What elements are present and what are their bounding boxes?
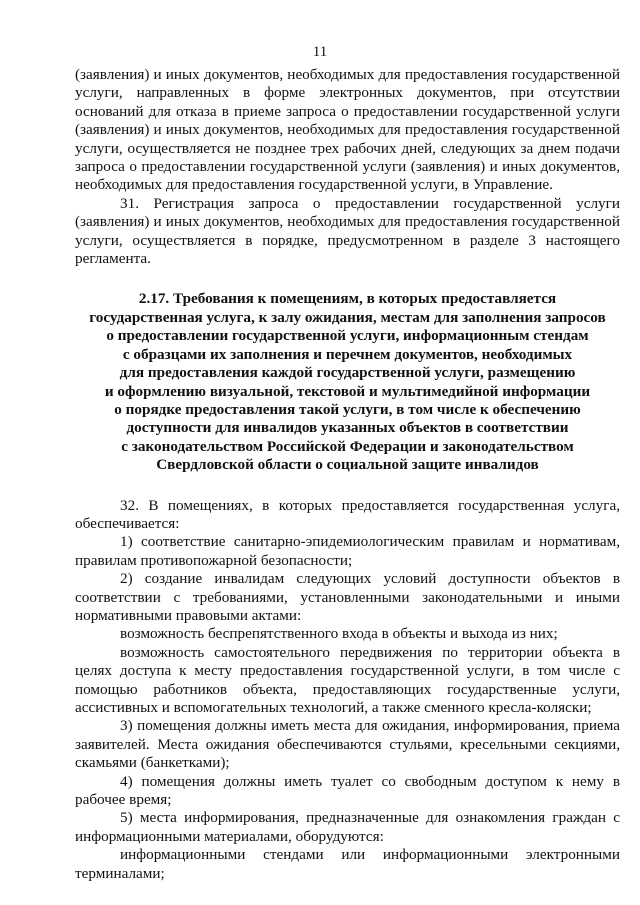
paragraph-32-item-4: 4) помещения должны иметь туалет со свободным доступом к нему в рабочее время; (75, 772, 620, 809)
heading-line: с законодательством Российской Федерации и законодательством (121, 437, 574, 455)
heading-line: о порядке предоставления такой услуги, в том числе к обеспечению (114, 400, 581, 418)
paragraph-32-intro: 32. В помещениях, в которых предоставляется государственная услуга, обеспечивается: (75, 496, 620, 532)
heading-line: с образцами их заполнения и перечнем документов, необходимых (122, 345, 573, 363)
heading-line: о предоставлении государственной услуги, информационным стендам (106, 327, 589, 345)
paragraph-32-item-2-sub-2: возможность самостоятельного передвижения по территории объекта в целях доступа к месту предоставления государственной услуги, в том числе с помощью работников объекта, предоставляющих государственные услуги, ассистивных и вспомогательных технологий, а также сменного кресла-коляски; (75, 643, 620, 716)
section-heading (75, 290, 620, 474)
heading-line: доступности для инвалидов указанных объектов в соответствии (126, 419, 569, 437)
paragraph-31: 31. Регистрация запроса о предоставлении государственной услуги (заявления) и иных документов, необходимых для предоставления государственной услуги, осуществляется в порядке, предусмотренном в разделе 3 настоящего регламента. (75, 194, 620, 268)
heading-line: Свердловской области о социальной защите инвалидов (156, 456, 539, 474)
intro-paragraph: (заявления) и иных документов, необходимых для предоставления государственной услуги, направленных в форме электронных документов, при отсутствии оснований для отказа в приеме запроса о предоставлении государственной услуги (заявления) и иных документов, необходимых для предоставления государственной услуги, осуществляется не позднее трех рабочих дней, следующих за днем подачи запроса о предоставлении государственной услуги (заявления) и иных документов, необходимых для предоставления государственной услуги, в Управление. (75, 66, 620, 194)
paragraph-32-item-5-sub-1: информационными стендами или информационными электронными терминалами; (75, 846, 620, 882)
paragraph-32-item-1: 1) соответствие санитарно-эпидемиологическим правилам и нормативам, правилам противопожарной безопасности; (75, 533, 620, 569)
paragraph-32-item-5: 5) места информирования, предназначенные для ознакомления граждан с информационными материалами, оборудуются: (75, 809, 620, 845)
page-number: 11 (312, 44, 328, 60)
heading-line: и оформлению визуальной, текстовой и мультимедийной информации (104, 382, 591, 400)
heading-line: 2.17. Требования к помещениям, в которых предоставляется (138, 290, 557, 308)
heading-line: для предоставления каждой государственной услуги, размещению (119, 364, 576, 382)
paragraph-32-item-2-sub-1: возможность беспрепятственного входа в объекты и выхода из них; (120, 625, 558, 643)
paragraph-32-item-3: 3) помещения должны иметь места для ожидания, информирования, приема заявителей. Места ожидания обеспечиваются стульями, кресельными секциями, скамьями (банкетками); (75, 717, 620, 772)
heading-line: государственная услуга, к залу ожидания, местам для заполнения запросов (89, 308, 606, 326)
document-body (75, 66, 620, 883)
paragraph-32-item-2: 2) создание инвалидам следующих условий доступности объектов в соответствии с требованиями, установленными законодательными и иными нормативными правовыми актами: (75, 570, 620, 624)
